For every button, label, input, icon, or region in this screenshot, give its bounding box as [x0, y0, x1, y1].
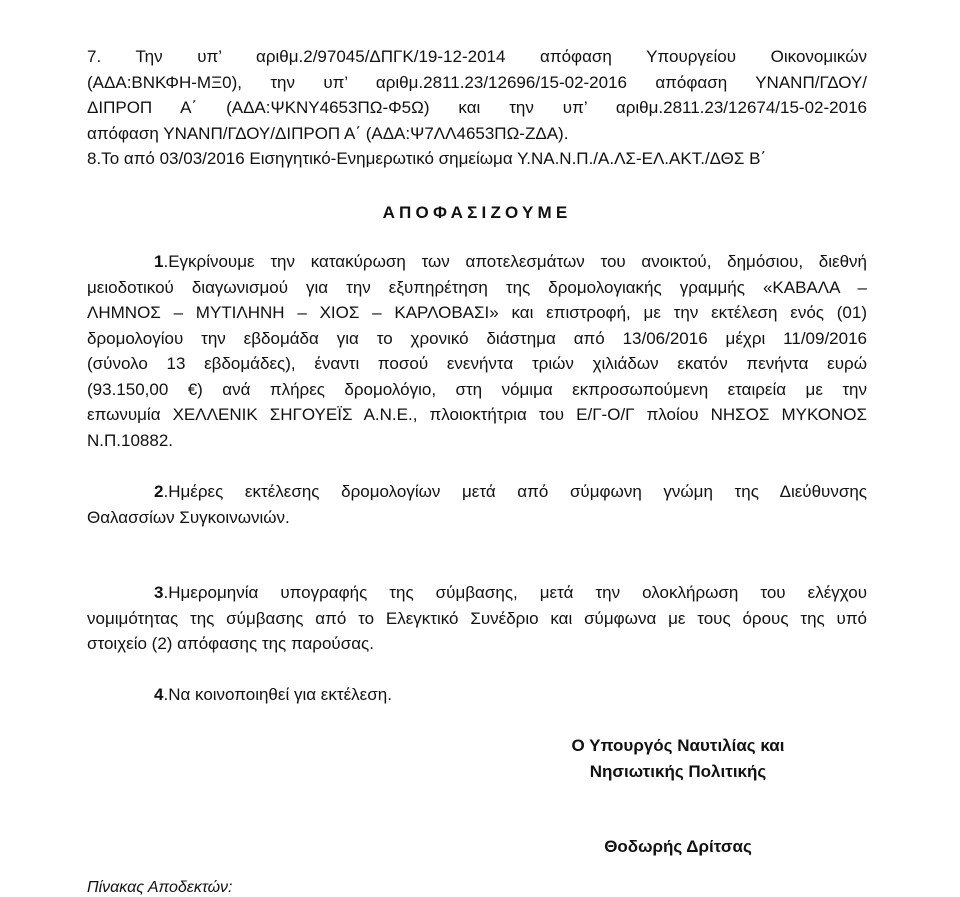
preamble-7-line-2: (ΑΔΑ:ΒΝΚΦΗ-ΜΞ0), την υπ’ αριθμ.2811.23/12696/15-02-2016 απόφαση ΥΝΑΝΠ/ΓΔΟΥ/ [87, 72, 867, 92]
decision-2 [87, 479, 867, 530]
recipients-label: Πίνακας Αποδεκτών: [87, 879, 233, 896]
decision-1-line-4: δρομολογίου την εβδομάδα για το χρονικό διάστημα από 13/06/2016 μέχρι 11/09/2016 [87, 328, 867, 348]
decision-1-line-2: μειοδοτικού διαγωνισμού για την εξυπηρέτηση της δρομολογιακής γραμμής «ΚΑΒΑΛΑ – [87, 277, 867, 297]
preamble-7-line-3: ΔΙΠΡΟΠ Α΄ (ΑΔΑ:ΨΚΝΥ4653ΠΩ-Φ5Ω) και την υπ’ αριθμ.2811.23/12674/15-02-2016 [87, 98, 867, 117]
decision-1-number: 1 [154, 252, 164, 271]
decision-3-line-1: .Ημερομηνία υπογραφής της σύμβασης, μετά την ολοκλήρωση του ελέγχου [163, 583, 867, 602]
decision-1-line-8: Ν.Π.10882. [87, 430, 173, 450]
decision-4 [87, 682, 867, 708]
decision-3-line-2: νομιμότητας της σύμβασης από το Ελεγκτικό Συνέδριο και σύμφωνα με τους όρους της υπό [87, 608, 867, 628]
signature-title-line-2: Νησιωτικής Πολιτικής [589, 762, 767, 781]
decision-2-line-1: .Ημέρες εκτέλεσης δρομολογίων μετά από σύμφωνη γνώμη της Διεύθυνσης [163, 482, 867, 501]
decision-2-number: 2 [154, 482, 164, 501]
decision-1-line-6: (93.150,00 €) ανά πλήρες δρομολόγιο, στη νόμιμα εκπροσωπούμενη εταιρεία με την [87, 379, 867, 399]
decision-1 [87, 249, 867, 453]
decision-1-line-1: .Εγκρίνουμε την κατακύρωση των αποτελεσμάτων του ανοικτού, δημόσιου, διεθνή [163, 252, 867, 271]
preamble-7-line-4: απόφαση ΥΝΑΝΠ/ΓΔΟΥ/ΔΙΠΡΟΠ Α΄ (ΑΔΑ:Ψ7ΛΛ4653ΠΩ-ΖΔΑ). [87, 123, 569, 143]
decision-3 [87, 580, 867, 657]
decision-2-line-2: Θαλασσίων Συγκοινωνιών. [87, 507, 290, 527]
signature-title-line-1: Ο Υπουργός Ναυτιλίας και [571, 736, 785, 755]
preamble-item-8: 8.Το από 03/03/2016 Εισηγητικό-Ενημερωτικό σημείωμα Υ.ΝΑ.Ν.Π./Α.ΛΣ-ΕΛ.ΑΚΤ./ΔΘΣ Β΄ [87, 149, 767, 168]
decision-4-text: .Να κοινοποιηθεί για εκτέλεση. [163, 684, 392, 704]
preamble-item-7 [87, 44, 867, 146]
signature-name: Θοδωρής Δρίτσας [604, 837, 752, 856]
decision-1-line-5: (σύνολο 13 εβδομάδες), έναντι ποσού ενενήντα τριών χιλιάδων εκατόν πενήντα ευρώ [87, 354, 867, 373]
signature-title [478, 733, 878, 785]
decision-3-number: 3 [154, 583, 164, 602]
document-body [87, 44, 867, 707]
preamble-7-line-1: 7. Την υπ’ αριθμ.2/97045/ΔΠΓΚ/19-12-2014 απόφαση Υπουργείου Οικονομικών [87, 47, 867, 66]
decision-1-line-3: ΛΗΜΝΟΣ – ΜΥΤΙΛΗΝΗ – ΧΙΟΣ – ΚΑΡΛΟΒΑΣΙ» και επιστροφή, με την εκτέλεση ενός (01) [87, 303, 867, 322]
decision-1-line-7: επωνυμία ΧΕΛΛΕΝΙΚ ΣΗΓΟΥΕΪΣ Α.Ν.Ε., πλοιοκτήτρια του Ε/Γ-Ο/Γ πλοίου ΝΗΣΟΣ ΜΥΚΟΝΟΣ [87, 405, 867, 424]
decision-3-line-3: στοιχείο (2) απόφασης της παρούσας. [87, 634, 374, 653]
decision-heading: ΑΠΟΦΑΣΙΖΟΥΜΕ [382, 202, 572, 222]
decision-4-number: 4 [154, 684, 164, 704]
